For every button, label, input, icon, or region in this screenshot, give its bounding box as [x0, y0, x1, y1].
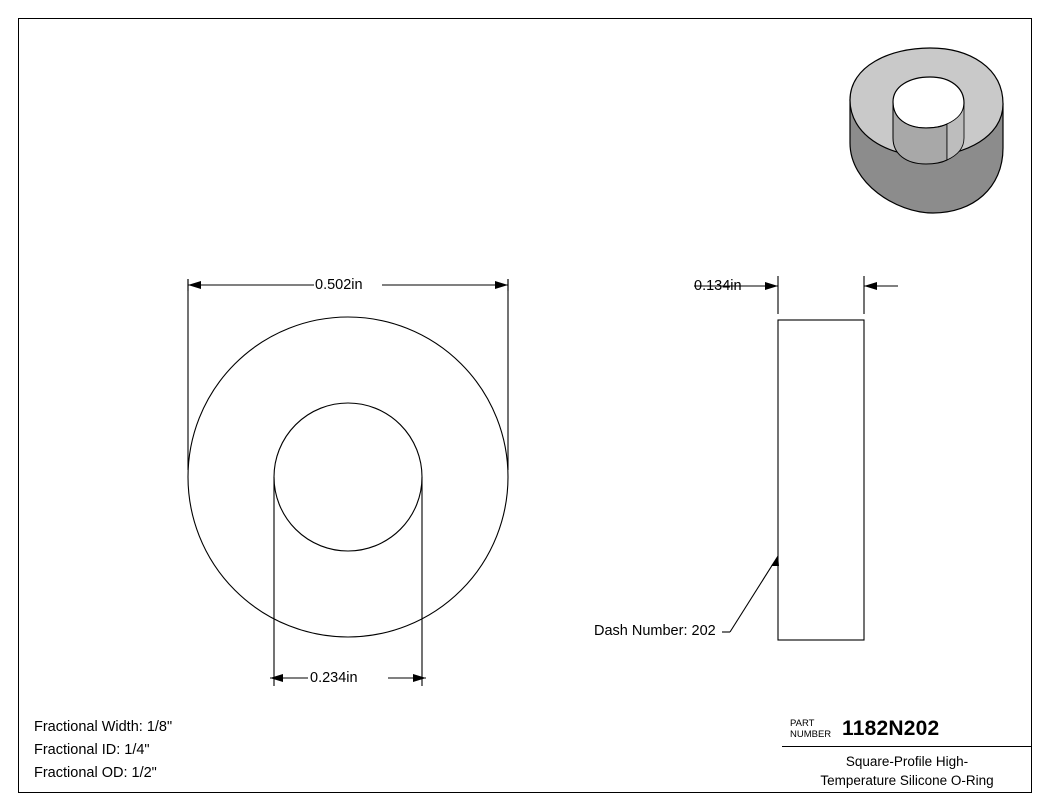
title-block [782, 712, 1032, 793]
title-block-part-row [782, 712, 1032, 747]
isometric-view [838, 38, 1018, 223]
width-dimension-label: 0.134in [694, 278, 742, 294]
description-line1: Square-Profile High- [845, 753, 969, 769]
part-number-caption [782, 718, 842, 740]
od-dimension-label: 0.502in [315, 277, 363, 293]
part-number-value: 1182N202 [842, 717, 940, 740]
description-line2: Temperature Silicone O-Ring [820, 772, 994, 788]
title-block-description [782, 747, 1032, 794]
part-caption-line2: NUMBER [790, 729, 832, 740]
dash-number-label: Dash Number: 202 [594, 623, 716, 639]
isometric-oring-graphic [838, 38, 1018, 223]
spec-fractional-od: Fractional OD: 1/2" [34, 765, 157, 781]
spec-fractional-width: Fractional Width: 1/8" [34, 719, 173, 735]
id-dimension-label: 0.234in [310, 670, 358, 686]
specification-list [34, 716, 172, 785]
spec-fractional-id: Fractional ID: 1/4" [34, 742, 150, 758]
part-caption-line1: PART [790, 718, 815, 729]
